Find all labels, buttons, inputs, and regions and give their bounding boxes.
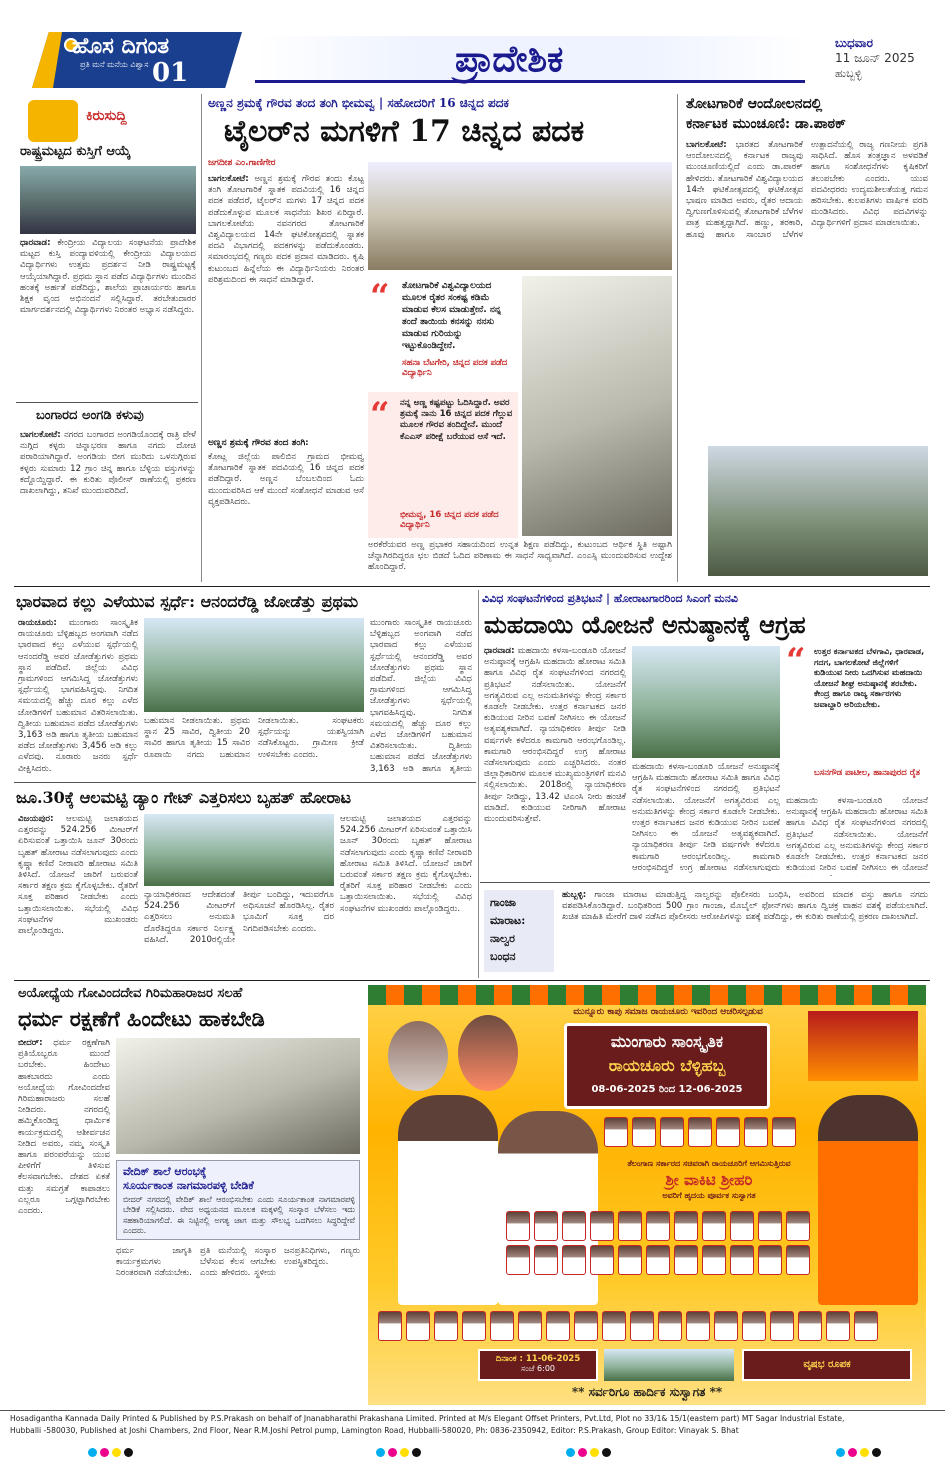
ad-face [744, 1117, 768, 1147]
ad-face [786, 1211, 810, 1241]
ad-faces-grid [506, 1211, 816, 1275]
bhimavva-family-photo [522, 276, 672, 536]
newspaper-name: ಹೊಸ ದಿಗಂತ [72, 33, 170, 59]
ganja-label-3[interactable]: ನಾಲ್ವರ [490, 932, 515, 945]
kirusuddi-headline[interactable]: ರಾಷ್ಟ್ರಮಟ್ಟದ ಕುಸ್ತಿಗೆ ಆಯ್ಕೆ [20, 144, 131, 159]
ad-garland [368, 985, 926, 1005]
column-divider [201, 94, 202, 582]
ad-face [546, 1311, 570, 1341]
ad-face [590, 1211, 614, 1241]
almatti-story [16, 786, 474, 976]
divider [16, 402, 198, 403]
ad-face [758, 1245, 782, 1275]
wrestling-team-photo [20, 166, 196, 234]
ad-face [798, 1311, 822, 1341]
tailor-dateline: ಬಾಗಲಕೋಟೆ: [208, 174, 249, 184]
almatti-body-3: ಆಲಮಟ್ಟಿ ಜಲಾಶಯದ ಎತ್ತರವನ್ನು 524.256 ಮೀಟರ್‌ಗೆ ಏರಿಸುವಂತೆ ಒತ್ತಾಯಿಸಿ ಜೂನ್ 30ರಂದು ಬೃಹತ್ ಹೋರಾಟ ನಡೆಸಲಾಗುವುದು ಎಂದು ಕೃಷ್ಣಾ ಕಣಿವೆ ನೀರಾವರಿ ಹೋರಾಟ ಸಮಿತಿ ತಿಳಿಸಿದೆ. ಯೋಜನೆ ಜಾರಿಗೆ ಬರುವಂತೆ ಸರ್ಕಾರ ತಕ್ಷಣ ಕ್ರಮ ಕೈಗೊಳ್ಳಬೇಕು. ರೈತರಿಗೆ ಸೂಕ್ತ ಪರಿಹಾರ ನೀಡಬೇಕು ಎಂದು ಒತ್ತಾಯಿಸಲಾಯಿತು. ಸಭೆಯಲ್ಲಿ ವಿವಿಧ ಸಂಘಟನೆಗಳ ಮುಖಂಡರು ಪಾಲ್ಗೊಂಡಿದ್ದರು. [340, 814, 472, 914]
ad-face [434, 1311, 458, 1341]
kallu-headline[interactable]: ಭಾರವಾದ ಕಲ್ಲು ಎಳೆಯುವ ಸ್ಪರ್ಧೆ: ಆನಂದರೆಡ್ಡಿ ಜೋಡೆತ್ತು ಪ್ರಥಮ [16, 592, 359, 611]
kallu-story [16, 590, 474, 780]
almatti-meeting-photo [144, 814, 334, 886]
kallu-body-2: ಬಹುಮಾನ ನೀಡಲಾಯಿತು. ಪ್ರಥಮ ಸ್ಥಾನ 25 ಸಾವಿರ, ದ್ವಿತೀಯ 20 ಸಾವಿರ ಹಾಗೂ ತೃತೀಯ 15 ಸಾವಿರ ರೂಪಾಯಿ ನಗದು ಬಹುಮಾನ ನೀಡಲಾಯಿತು. ಸಂಘಟಕರು ಸ್ಪರ್ಧೆಯನ್ನು ಯಶಸ್ವಿಯಾಗಿ ನಡೆಸಿಕೊಟ್ಟರು. ಗ್ರಾಮೀಣ ಕ್ರೀಡೆ ಉಳಿಸಬೇಕು ಎಂದರು. [144, 716, 364, 760]
ad-face [632, 1117, 656, 1147]
ad-face [618, 1245, 642, 1275]
tailor-body-2: ಕೋಟ್ಲ ಜಿಲ್ಲೆಯ ಪಾಲಿಬಿನ ಗ್ರಾಮದ ಭೀಮವ್ವ ತೋಟಗಾರಿಕೆ ಸ್ನಾತಕ ಪದವಿಯಲ್ಲಿ 16 ಚಿನ್ನದ ಪದಕ ಪಡೆದಿದ್ದಾರೆ. ಅಣ್ಣನ ಬೆಂಬಲದಿಂದ ಓದು ಮುಂದುವರಿಸಿದ ಆಕೆ ಮುಂದೆ ಸಂಶೋಧನೆ ಮಾಡುವ ಆಸೆ ವ್ಯಕ್ತಪಡಿಸಿದರು. [208, 452, 364, 507]
ad-rupaka-box: ವೃಷಭ ರೂಪಕ [742, 1349, 912, 1381]
column-divider [478, 590, 479, 978]
mahadayi-protest-photo [632, 646, 780, 758]
ad-portrait-left [388, 1021, 448, 1091]
ad-title-2: ರಾಯಚೂರು ಬೆಳ್ಳಿಹಬ್ಬ [608, 1056, 726, 1075]
vedic-box-title-1: ವೇದಿಕ್ ಶಾಲೆ ಆರಂಭಕ್ಕೆ [123, 1165, 207, 1178]
almatti-body-2: ನ್ಯಾಯಾಧಿಕರಣದ ಆದೇಶದಂತೆ 524.256 ಮೀಟರ್‌ಗೆ ಎತ್ತರಿಸಲು ಅನುಮತಿ ದೊರೆತಿದ್ದರೂ ಸರ್ಕಾರ ನಿರ್ಲಕ್ಷ್ಯ ವಹಿಸಿದೆ. 2010ರಲ್ಲಿಯೇ ತೀರ್ಪು ಬಂದಿದ್ದು, ಇದುವರೆಗೂ ಅಧಿಸೂಚನೆ ಹೊರಡಿಸಿಲ್ಲ. ರೈತರ ಭೂಮಿಗೆ ಸೂಕ್ತ ದರ ನಿಗದಿಪಡಿಸಬೇಕು ಎಂದರು. [144, 890, 334, 945]
convocation-photo [708, 446, 928, 576]
cyan-dot [836, 1448, 845, 1457]
masthead [0, 0, 945, 92]
thotagarike-headline-2[interactable]: ಕರ್ನಾಟಕ ಮುಂಚೂಣಿ: ಡಾ.ಪಾಠಕ್ [686, 116, 846, 132]
ad-program-time: ಸಂಜೆ 6:00 [521, 1364, 555, 1373]
ad-face [562, 1211, 586, 1241]
ganja-text: ಗಾಂಜಾ ಮಾರಾಟ ಮಾಡುತ್ತಿದ್ದ ನಾಲ್ವರನ್ನು ಪೊಲೀಸರು ಬಂಧಿಸಿ, ಅವರಿಂದ ಮಾದಕ ವಸ್ತು ಹಾಗೂ ನಗದು ವಶಪಡಿಸಿಕೊಂಡಿದ್ದಾರೆ. ಬಂಧಿತರಿಂದ 500 ಗ್ರಾಂ ಗಾಂಜಾ, ಮೊಬೈಲ್ ಫೋನ್‌ಗಳು ಹಾಗೂ ದ್ವಿಚಕ್ರ ವಾಹನ ವಶಕ್ಕೆ ಪಡೆಯಲಾಗಿದೆ. ಖಚಿತ ಮಾಹಿತಿ ಮೇರೆಗೆ ದಾಳಿ ನಡೆಸಿದ ಪೊಲೀಸರು ಆರೋಪಿಗಳನ್ನು ವಶಕ್ಕೆ ಪಡೆದಿದ್ದು, ಈ ಕುರಿತು ಠಾಣೆಯಲ್ಲಿ ಪ್ರಕರಣ ದಾಖಲಾಗಿದೆ. [562, 890, 928, 923]
yellow-dot [590, 1448, 599, 1457]
kallu-body [18, 618, 138, 778]
cyan-dot [88, 1448, 97, 1457]
ad-face [590, 1245, 614, 1275]
cyan-dot [376, 1448, 385, 1457]
vedic-box-body: ಬೀದರ್ ನಗರದಲ್ಲಿ ವೇದಿಕ್ ಶಾಲೆ ಆರಂಭಿಸಬೇಕು ಎಂದು ಸೂರ್ಯಕಾಂತ ನಾಗಮಾರಪಳ್ಳಿ ಬೇಡಿಕೆ ಸಲ್ಲಿಸಿದರು. ವೇದ ಅಧ್ಯಯನದ ಮೂಲಕ ಮಕ್ಕಳಲ್ಲಿ ಸಂಸ್ಕಾರ ಬೆಳೆಸಲು ಇದು ಸಹಕಾರಿಯಾಗಲಿದೆ. ಈ ನಿಟ್ಟಿನಲ್ಲಿ ಅಗತ್ಯ ಜಾಗ ಮತ್ತು ಸೌಲಭ್ಯ ಒದಗಿಸಲು ಸಿದ್ಧರಿದ್ದೇವೆ ಎಂದರು. [123, 1195, 355, 1236]
almatti-text: ಆಲಮಟ್ಟಿ ಜಲಾಶಯದ ಎತ್ತರವನ್ನು 524.256 ಮೀಟರ್‌ಗೆ ಏರಿಸುವಂತೆ ಒತ್ತಾಯಿಸಿ ಜೂನ್ 30ರಂದು ಬೃಹತ್ ಹೋರಾಟ ನಡೆಸಲಾಗುವುದು ಎಂದು ಕೃಷ್ಣಾ ಕಣಿವೆ ನೀರಾವರಿ ಹೋರಾಟ ಸಮಿತಿ ತಿಳಿಸಿದೆ. ಯೋಜನೆ ಜಾರಿಗೆ ಬರುವಂತೆ ಸರ್ಕಾರ ತಕ್ಷಣ ಕ್ರಮ ಕೈಗೊಳ್ಳಬೇಕು. ರೈತರಿಗೆ ಸೂಕ್ತ ಪರಿಹಾರ ನೀಡಬೇಕು ಎಂದು ಒತ್ತಾಯಿಸಲಾಯಿತು. ಸಭೆಯಲ್ಲಿ ವಿವಿಧ ಸಂಘಟನೆಗಳ ಮುಖಂಡರು ಪಾಲ್ಗೊಂಡಿದ್ದರು. [18, 814, 138, 937]
thotagarike-body [686, 140, 928, 440]
ad-face [702, 1211, 726, 1241]
ad-portrait-swamiji [458, 1015, 518, 1091]
ganja-story [482, 886, 930, 978]
magenta-dot [848, 1448, 857, 1457]
ad-face [854, 1311, 878, 1341]
mahadayi-quote-attribution: ಬಸನಗೌಡ ಪಾಟೀಲ, ಹಾನಾಪುರದ ರೈತ [814, 768, 920, 778]
ad-face [378, 1311, 402, 1341]
kirusuddi-text: ಕೇಂದ್ರೀಯ ವಿದ್ಯಾಲಯ ಸಂಘಟನೆಯ ಪ್ರಾದೇಶಿಕ ಮಟ್ಟದ ಕುಸ್ತಿ ಪಂದ್ಯಾವಳಿಯಲ್ಲಿ ಕೇಂದ್ರೀಯ ವಿದ್ಯಾಲಯದ ವಿದ್ಯಾರ್ಥಿಗಳು ಉತ್ತಮ ಪ್ರದರ್ಶನ ನೀಡಿ ರಾಷ್ಟ್ರಮಟ್ಟಕ್ಕೆ ಆಯ್ಕೆಯಾಗಿದ್ದಾರೆ. ಪ್ರಥಮ ಸ್ಥಾನ ಪಡೆದ ವಿದ್ಯಾರ್ಥಿಗಳು ಮುಂದಿನ ಹಂತಕ್ಕೆ ಅರ್ಹತೆ ಪಡೆದಿದ್ದು, ಶಾಲೆಯ ಪ್ರಾಚಾರ್ಯರು ಹಾಗೂ ಶಿಕ್ಷಕ ವೃಂದ ಅಭಿನಂದನೆ ಸಲ್ಲಿಸಿದ್ದಾರೆ. ತರಬೇತುದಾರರ ಮಾರ್ಗದರ್ಶನದಲ್ಲಿ ವಿದ್ಯಾರ್ಥಿಗಳು ನಿರಂತರ ಅಭ್ಯಾಸ ನಡೆಸಿದ್ದರು. [20, 238, 196, 316]
black-dot [602, 1448, 611, 1457]
quote-mark-icon: “ [370, 277, 390, 317]
mahadayi-headline[interactable]: ಮಹದಾಯಿ ಯೋಜನೆ ಅನುಷ್ಠಾನಕ್ಕೆ ಆಗ್ರಹ [484, 610, 806, 639]
magenta-dot [388, 1448, 397, 1457]
ad-face [534, 1245, 558, 1275]
black-dot [872, 1448, 881, 1457]
dharma-headline[interactable]: ಧರ್ಮ ರಕ್ಷಣೆಗೆ ಹಿಂದೇಟು ಹಾಕಬೇಡಿ [18, 1006, 265, 1031]
ganja-label-1[interactable]: ಗಾಂಜಾ [490, 896, 516, 909]
kirusuddi-body [20, 238, 196, 366]
thotagarike-story [682, 96, 930, 582]
mahadayi-text: ಮಹದಾಯಿ ಕಳಸಾ-ಬಂಡೂರಿ ಯೋಜನೆ ಅನುಷ್ಠಾನಕ್ಕೆ ಆಗ್ರಹಿಸಿ ಮಹದಾಯಿ ಹೋರಾಟ ಸಮಿತಿ ಹಾಗೂ ವಿವಿಧ ರೈತ ಸಂಘಟನೆಗಳಿಂದ ನಗರದಲ್ಲಿ ಪ್ರತಿಭಟನೆ ನಡೆಸಲಾಯಿತು. ಯೋಜನೆಗೆ ಅಗತ್ಯವಿರುವ ಎಲ್ಲ ಅನುಮತಿಗಳನ್ನು ಕೇಂದ್ರ ಸರ್ಕಾರ ಕೂಡಲೇ ನೀಡಬೇಕು. ಉತ್ತರ ಕರ್ನಾಟಕದ ಜನರ ಕುಡಿಯುವ ನೀರಿನ ಬವಣೆ ನೀಗಿಸಲು ಈ ಯೋಜನೆ ಅತ್ಯವಶ್ಯಕವಾಗಿದೆ. ನ್ಯಾಯಾಧಿಕರಣ ತೀರ್ಪು ನೀಡಿ ವರ್ಷಗಳೇ ಕಳೆದರೂ ಕಾಮಗಾರಿ ಆರಂಭಗೊಂಡಿಲ್ಲ. ಕಾಮಗಾರಿ ಆರಂಭಿಸದಿದ್ದರೆ ಉಗ್ರ ಹೋರಾಟ ನಡೆಸಲಾಗುವುದು ಎಂದು ಎಚ್ಚರಿಸಿದರು. ನಂತರ ಜಿಲ್ಲಾಧಿಕಾರಿಗಳ ಮೂಲಕ ಮುಖ್ಯಮಂತ್ರಿಗಳಿಗೆ ಮನವಿ ಸಲ್ಲಿಸಲಾಯಿತು. 2018ರಲ್ಲಿ ನ್ಯಾಯಾಧಿಕರಣ ತೀರ್ಪು ನೀಡಿದ್ದು, 13.42 ಟಿಎಂಸಿ ನೀರು ಹಂಚಿಕೆ ಮಾಡಿದೆ. ಕುಡಿಯುವ ನೀರಿಗಾಗಿ ಹೋರಾಟ ಮುಂದುವರಿಸುತ್ತೇವೆ. [484, 646, 626, 825]
almatti-dateline: ವಿಜಯಪುರ: [18, 814, 54, 824]
kirusuddi-dateline: ಧಾರವಾಡ: [20, 238, 51, 248]
ad-face [686, 1311, 710, 1341]
tailor-text-1: ಅಣ್ಣನ ಶ್ರಮಕ್ಕೆ ಗೌರವ ತಂದು ಕೊಟ್ಟ ತಂಗಿ ತೋಟಗಾರಿಕೆ ಸ್ನಾತಕ ಪದವಿಯಲ್ಲಿ 16 ಚಿನ್ನದ ಪದಕ ಪಡೆದರೆ, ಟೈಲರ್‌ನ ಮಗಳು 17 ಚಿನ್ನದ ಪದಕ ಪಡೆದುಕೊಳ್ಳುವ ಮೂಲಕ ಸಾಧನೆಯ ಶಿಖರ ಏರಿದ್ದಾರೆ. ಬಾಗಲಕೋಟೆಯ ನವನಗರದ ತೋಟಗಾರಿಕೆ ವಿಶ್ವವಿದ್ಯಾಲಯದ 14ನೇ ಘಟಿಕೋತ್ಸವದಲ್ಲಿ ಸ್ನಾತಕ ಪದವಿ ವಿಭಾಗದಲ್ಲಿ ಪದಕಗಳನ್ನು ಪಡೆದುಕೊಂಡರು. ಸಮಾರಂಭದಲ್ಲಿ ಗಣ್ಯರು ಪದಕ ಪ್ರದಾನ ಮಾಡಿದರು. ಕೃಷಿ ಕುಟುಂಬದ ಹಿನ್ನೆಲೆಯ ಈ ವಿದ್ಯಾರ್ಥಿನಿಯರು ನಿರಂತರ ಪರಿಶ್ರಮದಿಂದ ಈ ಸಾಧನೆ ಮಾಡಿದ್ದಾರೆ. [208, 174, 364, 285]
bangara-body [20, 430, 196, 580]
ad-face [574, 1311, 598, 1341]
ad-face [714, 1311, 738, 1341]
cyan-dot [566, 1448, 575, 1457]
festival-advertisement[interactable] [368, 985, 926, 1405]
ganja-label-4[interactable]: ಬಂಧನ [490, 950, 516, 963]
ad-face [702, 1245, 726, 1275]
ad-face [770, 1311, 794, 1341]
ad-face [772, 1117, 796, 1147]
ad-deity-image [808, 1011, 918, 1081]
ad-face [660, 1117, 684, 1147]
bangara-text: ನಗರದ ಬಂಗಾರದ ಅಂಗಡಿಯೊಂದಕ್ಕೆ ರಾತ್ರಿ ವೇಳೆ ನುಗ್ಗಿದ ಕಳ್ಳರು ಚಿನ್ನಾಭರಣ ಹಾಗೂ ನಗದು ದೋಚಿ ಪರಾರಿಯಾಗಿದ್ದಾರೆ. ಅಂಗಡಿಯ ಬೀಗ ಮುರಿದು ಒಳನುಗ್ಗಿರುವ ಕಳ್ಳರು ಸುಮಾರು 12 ಗ್ರಾಂ ಚಿನ್ನ ಹಾಗೂ ಬೆಳ್ಳಿಯ ವಸ್ತುಗಳನ್ನು ಕದ್ದೊಯ್ದಿದ್ದಾರೆ. ಈ ಕುರಿತು ಪೊಲೀಸ್ ಠಾಣೆಯಲ್ಲಿ ಪ್ರಕರಣ ದಾಖಲಾಗಿದ್ದು, ತನಿಖೆ ಮುಂದುವರಿದಿದೆ. [20, 430, 196, 497]
dharma-body-2: ಧರ್ಮ ಜಾಗೃತಿ ಕಾರ್ಯಕ್ರಮಗಳು ನಿರಂತರವಾಗಿ ನಡೆಯಬೇಕು. ಪ್ರತಿ ಮನೆಯಲ್ಲಿ ಸಂಸ್ಕಾರ ಬೆಳೆಸುವ ಕೆಲಸ ಆಗಬೇಕು ಎಂದು ಹೇಳಿದರು. ಸ್ಥಳೀಯ ಜನಪ್ರತಿನಿಧಿಗಳು, ಗಣ್ಯರು ಉಪಸ್ಥಿತರಿದ್ದರು. [116, 1246, 360, 1279]
dharma-story [16, 984, 360, 1404]
vedic-school-box [116, 1160, 360, 1240]
ganja-body [562, 890, 928, 974]
dharma-body [18, 1038, 110, 1402]
column-divider [677, 94, 678, 582]
ad-event-photo [604, 1349, 734, 1381]
ad-faces-bottom [378, 1311, 918, 1341]
thotagarike-dateline: ಬಾಗಲಕೋಟೆ: [686, 140, 727, 150]
ad-welcome-1: ತೆಲಂಗಾಣ ಸರ್ಕಾರದ ಸಚಿವರಾಗಿ ರಾಯಚೂರಿಗೆ ಆಗಮಿಸುತ್ತಿರುವ [627, 1159, 791, 1168]
kallu-dateline: ರಾಯಚೂರು: [18, 618, 57, 628]
section-divider [14, 586, 930, 587]
bangara-dateline: ಬಾಗಲಕೋಟೆ: [20, 430, 61, 440]
yellow-dot [112, 1448, 121, 1457]
ad-face [742, 1311, 766, 1341]
mahadayi-story [482, 590, 930, 880]
black-dot [412, 1448, 421, 1457]
page-number: 01 [152, 58, 189, 88]
quote-mark-icon: “ [786, 641, 806, 681]
ad-face [786, 1245, 810, 1275]
almatti-body [18, 814, 138, 974]
ad-face [730, 1211, 754, 1241]
dharma-text: ಧರ್ಮ ರಕ್ಷಣೆಗಾಗಿ ಪ್ರತಿಯೊಬ್ಬರೂ ಮುಂದೆ ಬರಬೇಕು. ಹಿಂದೇಟು ಹಾಕಬಾರದು ಎಂದು ಅಯೋಧ್ಯೆಯ ಗೋವಿಂದದೇವ ಗಿರಿಮಹಾರಾಜರು ಸಲಹೆ ನೀಡಿದರು. ನಗರದಲ್ಲಿ ಹಮ್ಮಿಕೊಂಡಿದ್ದ ಧಾರ್ಮಿಕ ಕಾರ್ಯಕ್ರಮದಲ್ಲಿ ಆಶೀರ್ವಚನ ನೀಡಿದ ಅವರು, ನಮ್ಮ ಸಂಸ್ಕೃತಿ ಹಾಗೂ ಪರಂಪರೆಯನ್ನು ಯುವ ಪೀಳಿಗೆಗೆ ತಿಳಿಸುವ ಕೆಲಸವಾಗಬೇಕು. ದೇಶದ ಏಕತೆ ಮತ್ತು ಸಮಗ್ರತೆ ಕಾಪಾಡಲು ಎಲ್ಲರೂ ಒಗ್ಗಟ್ಟಾಗಿರಬೇಕು ಎಂದರು. [18, 1038, 110, 1217]
ad-top-line: ಮುನ್ನೂರು ಕಾಪು ಸಮಾಜ ರಾಯಚೂರು ಇವರಿಂದ ಆಚರಿಸಲ್ಪಡುವ [573, 1007, 763, 1017]
kirusuddi-column [16, 96, 198, 581]
ad-face [716, 1117, 740, 1147]
quote-bhimavva-attribution: ಭೀಮವ್ವ, 16 ಚಿನ್ನದ ಪದಕ ಪಡೆದ ವಿದ್ಯಾರ್ಥಿನಿ [400, 510, 499, 530]
ad-title-1: ಮುಂಗಾರು ಸಾಂಸ್ಕೃತಿಕ [610, 1032, 724, 1051]
bangara-headline[interactable]: ಬಂಗಾರದ ಅಂಗಡಿ ಕಳುವು [36, 408, 144, 423]
ad-program-date: ದಿನಾಂಕ : 11-06-2025 [495, 1354, 581, 1364]
dharma-kicker: ಅಯೋಧ್ಯೆಯ ಗೋವಿಂದದೇವ ಗಿರಿಮಹಾರಾಜರ ಸಲಹೆ [18, 986, 243, 1001]
tailor-body-3: ಅರಕೆರೆಯವರ ಅಣ್ಣ ಪ್ರಭಾಕರ ಸಹಾಯದಿಂದ ಉನ್ನತ ಶಿಕ್ಷಣ ಪಡೆದಿದ್ದು, ಕುಟುಂಬದ ಆರ್ಥಿಕ ಸ್ಥಿತಿ ಅಷ್ಟಾಗಿ ಚೆನ್ನಾಗಿರದಿದ್ದರೂ ಛಲ ಬಿಡದೆ ಓದಿದ ಪರಿಣಾಮ ಈ ಸಾಧನೆ ಸಾಧ್ಯವಾಗಿದೆ. ಎಂಎಸ್ಸಿ ಮುಂದುವರಿಸುವ ಉದ್ದೇಶ ಹೊಂದಿದ್ದಾರೆ. [368, 540, 672, 573]
section-divider [14, 980, 930, 981]
black-dot [124, 1448, 133, 1457]
bullock-race-photo [144, 618, 364, 712]
ad-face [618, 1211, 642, 1241]
mahadayi-kicker: ವಿವಿಧ ಸಂಘಟನೆಗಳಿಂದ ಪ್ರತಿಭಟನೆ | ಹೋರಾಟಗಾರರಿಂದ ಸಿಎಂಗೆ ಮನವಿ [482, 592, 738, 605]
mahadayi-quote: ಉತ್ತರ ಕರ್ನಾಟಕದ ಬೆಳಗಾವಿ, ಧಾರವಾಡ, ಗದಗ, ಬಾಗಲಕೋಟೆ ಜಿಲ್ಲೆಗಳಿಗೆ ಕುಡಿಯುವ ನೀರು ಒದಗಿಸುವ ಮಹದಾಯಿ ಯೋಜನೆ ಶೀಘ್ರ ಅನುಷ್ಠಾನಕ್ಕೆ ತರಬೇಕು. ಕೇಂದ್ರ ಹಾಗೂ ರಾಜ್ಯ ಸರ್ಕಾರಗಳು ಜವಾಬ್ದಾರಿ ಅರಿಯಬೇಕು. [814, 646, 925, 709]
tailor-subhead: ಅಣ್ಣನ ಶ್ರಮಕ್ಕೆ ಗೌರವ ತಂದ ತಂಗಿ: [208, 438, 309, 448]
mahadayi-body-3: ಮಹದಾಯಿ ಕಳಸಾ-ಬಂಡೂರಿ ಯೋಜನೆ ಅನುಷ್ಠಾನಕ್ಕೆ ಆಗ್ರಹಿಸಿ ಮಹದಾಯಿ ಹೋರಾಟ ಸಮಿತಿ ಹಾಗೂ ವಿವಿಧ ರೈತ ಸಂಘಟನೆಗಳಿಂದ ನಗರದಲ್ಲಿ ಪ್ರತಿಭಟನೆ ನಡೆಸಲಾಯಿತು. ಯೋಜನೆಗೆ ಅಗತ್ಯವಿರುವ ಎಲ್ಲ ಅನುಮತಿಗಳನ್ನು ಕೇಂದ್ರ ಸರ್ಕಾರ ಕೂಡಲೇ ನೀಡಬೇಕು. ಉತ್ತರ ಕರ್ನಾಟಕದ ಜನರ ಕುಡಿಯುವ ನೀರಿನ ಬವಣೆ ನೀಗಿಸಲು ಈ ಯೋಜನೆ [786, 796, 928, 874]
ad-face [462, 1311, 486, 1341]
yellow-dot [400, 1448, 409, 1457]
magenta-dot [100, 1448, 109, 1457]
ad-face [490, 1311, 514, 1341]
ad-face [518, 1311, 542, 1341]
ad-leader-left [398, 1095, 498, 1305]
tailor-byline: ಜಗದೀಶ ಎಂ.ಗಾಣಿಗೇರ [208, 158, 276, 168]
quote-mark-icon: “ [370, 395, 390, 435]
kallu-body-3: ಮುಂಗಾರು ಸಾಂಸ್ಕೃತಿಕ ರಾಯಚೂರು ಬೆಳ್ಳಿಹಬ್ಬದ ಅಂಗವಾಗಿ ನಡೆದ ಭಾರವಾದ ಕಲ್ಲು ಎಳೆಯುವ ಸ್ಪರ್ಧೆಯಲ್ಲಿ ಆನಂದರೆಡ್ಡಿ ಅವರ ಜೋಡೆತ್ತುಗಳು ಪ್ರಥಮ ಸ್ಥಾನ ಪಡೆದಿವೆ. ಜಿಲ್ಲೆಯ ವಿವಿಧ ಗ್ರಾಮಗಳಿಂದ ಆಗಮಿಸಿದ್ದ ಜೋಡೆತ್ತುಗಳು ಸ್ಪರ್ಧೆಯಲ್ಲಿ ಭಾಗವಹಿಸಿದ್ದವು. ನಿಗದಿತ ಸಮಯದಲ್ಲಿ ಹೆಚ್ಚು ದೂರ ಕಲ್ಲು ಎಳೆದ ಜೋಡಿಗಳಿಗೆ ಬಹುಮಾನ ವಿತರಿಸಲಾಯಿತು. ದ್ವಿತೀಯ ಬಹುಮಾನ ಪಡೆದ ಜೋಡೆತ್ತುಗಳು 3,163 ಅಡಿ ಹಾಗೂ ತೃತೀಯ [370, 618, 472, 774]
issue-city: ಹುಬ್ಬಳ್ಳಿ [835, 67, 862, 80]
thumbs-up-icon [28, 100, 78, 142]
ad-faces-top [604, 1117, 814, 1147]
quote-sahana: ತೋಟಗಾರಿಕೆ ವಿಶ್ವವಿದ್ಯಾಲಯದ ಮೂಲಕ ರೈತರ ಸಂಕಷ್ಟ ಕಡಿಮೆ ಮಾಡುವ ಕೆಲಸ ಮಾಡುತ್ತೇನೆ. ನನ್ನ ತಂದೆ ತಾಯಿಯ ಕನಸನ್ನು ನನಸು ಮಾಡುವ ಗುರಿಯನ್ನು ಇಟ್ಟುಕೊಂಡಿದ್ದೇನೆ. [402, 281, 502, 351]
magenta-dot [578, 1448, 587, 1457]
ganja-label-2[interactable]: ಮಾರಾಟ: [490, 914, 526, 927]
thotagarike-text: ಭಾರತದ ತೋಟಗಾರಿಕೆ ಆಂದೋಲನದಲ್ಲಿ ಕರ್ನಾಟಕ ರಾಜ್ಯವು ಮುಂಚೂಣಿಯಲ್ಲಿದೆ ಎಂದು ಡಾ.ಪಾಠಕ್ ಹೇಳಿದರು. ತೋಟಗಾರಿಕೆ ವಿಶ್ವವಿದ್ಯಾಲಯದ 14ನೇ ಘಟಿಕೋತ್ಸವದಲ್ಲಿ ಘಟಿಕೋತ್ಸವ ಭಾಷಣ ಮಾಡಿದ ಅವರು, ರೈತರ ಆದಾಯ ದ್ವಿಗುಣಗೊಳಿಸುವಲ್ಲಿ ತೋಟಗಾರಿಕೆ ಬೆಳೆಗಳ ಪಾತ್ರ ಮಹತ್ವದ್ದಾಗಿದೆ. ಹಣ್ಣು, ತರಕಾರಿ, ಹೂವು ಹಾಗೂ ಸಾಂಬಾರ ಬೆಳೆಗಳ ಉತ್ಪಾದನೆಯಲ್ಲಿ ರಾಜ್ಯ ಗಣನೀಯ ಪ್ರಗತಿ ಸಾಧಿಸಿದೆ. ಹೊಸ ತಂತ್ರಜ್ಞಾನ ಅಳವಡಿಕೆ ಹಾಗೂ ಸಂಶೋಧನೆಗಳು ಕೃಷಿಕರಿಗೆ ತಲುಪಬೇಕು ಎಂದರು. ಯುವ ಪದವೀಧರರು ಉದ್ಯಮಶೀಲತೆಯತ್ತ ಗಮನ ಹರಿಸಬೇಕು. ಕುಲಪತಿಗಳು ವಾರ್ಷಿಕ ವರದಿ ಮಂಡಿಸಿದರು. ವಿವಿಧ ಪದವಿಗಳನ್ನು ವಿದ್ಯಾರ್ಥಿಗಳಿಗೆ ಪ್ರದಾನ ಮಾಡಲಾಯಿತು. [686, 140, 928, 240]
divider [0, 1410, 945, 1411]
yellow-dot [860, 1448, 869, 1457]
ad-welcome-name: ಶ್ರೀ ವಾಕಿಟಿ ಶ್ರೀಹರಿ [665, 1171, 753, 1189]
imprint-line-2: Hubballi -580030, Published at Joshi Chambers, 2nd Floor, Near R.M.Joshi Petrol pump, Lamington Road, Hubballi-580020, Ph: 0836-2350942, Editor: P.S.Prakash, Group Editor: Vinayak S. Bhat [10, 1426, 739, 1435]
mahadayi-body [484, 646, 626, 876]
ganja-dateline: ಹುಬ್ಬಳ್ಳಿ: [562, 890, 587, 900]
ad-face [646, 1211, 670, 1241]
imprint-line-1: Hosadigantha Kannada Daily Printed & Published by P.S.Prakash on behalf of Jnanabharathi Prakashana Limited. Printed at M/s Elegant Offset Printers, Pvt.Ltd, Plot no 33/1& 15/1(eastern part) MT Sagar Industrial Estate, [10, 1414, 845, 1423]
section-title: ಪ್ರಾದೇಶಿಕ [455, 38, 564, 80]
kallu-text: ಮುಂಗಾರು ಸಾಂಸ್ಕೃತಿಕ ರಾಯಚೂರು ಬೆಳ್ಳಿಹಬ್ಬದ ಅಂಗವಾಗಿ ನಡೆದ ಭಾರವಾದ ಕಲ್ಲು ಎಳೆಯುವ ಸ್ಪರ್ಧೆಯಲ್ಲಿ ಆನಂದರೆಡ್ಡಿ ಅವರ ಜೋಡೆತ್ತುಗಳು ಪ್ರಥಮ ಸ್ಥಾನ ಪಡೆದಿವೆ. ಜಿಲ್ಲೆಯ ವಿವಿಧ ಗ್ರಾಮಗಳಿಂದ ಆಗಮಿಸಿದ್ದ ಜೋಡೆತ್ತುಗಳು ಸ್ಪರ್ಧೆಯಲ್ಲಿ ಭಾಗವಹಿಸಿದ್ದವು. ನಿಗದಿತ ಸಮಯದಲ್ಲಿ ಹೆಚ್ಚು ದೂರ ಕಲ್ಲು ಎಳೆದ ಜೋಡಿಗಳಿಗೆ ಬಹುಮಾನ ವಿತರಿಸಲಾಯಿತು. ದ್ವಿತೀಯ ಬಹುಮಾನ ಪಡೆದ ಜೋಡೆತ್ತುಗಳು 3,163 ಅಡಿ ಹಾಗೂ ತೃತೀಯ ಬಹುಮಾನ ಪಡೆದ ಜೋಡೆತ್ತುಗಳು 3,456 ಅಡಿ ಕಲ್ಲು ಎಳೆದವು. ನೂರಾರು ಜನರು ಸ್ಪರ್ಧೆ ವೀಕ್ಷಿಸಿದರು. [18, 618, 138, 774]
issue-date: 11 ಜೂನ್ 2025 [835, 51, 915, 65]
ad-face [630, 1311, 654, 1341]
ad-face [826, 1311, 850, 1341]
vedic-box-title-2: ಸೂರ್ಯಕಾಂತ ನಾಗಮಾರಪಳ್ಳಿ ಬೇಡಿಕೆ [123, 1179, 254, 1192]
ad-face [674, 1245, 698, 1275]
ad-face [688, 1117, 712, 1147]
ad-leader-center [498, 1111, 598, 1305]
ad-face [730, 1245, 754, 1275]
ad-dates: 08-06-2025 ರಿಂದ 12-06-2025 [591, 1084, 743, 1095]
ad-footer-text: ** ಸರ್ವರಿಗೂ ಹಾರ್ದಿಕ ಸುಸ್ವಾಗತ ** [571, 1385, 723, 1399]
ad-leader-right [818, 1095, 918, 1305]
ad-face [674, 1211, 698, 1241]
ad-face [506, 1211, 530, 1241]
ad-face [506, 1245, 530, 1275]
quote-sahana-attribution: ಸಹನಾ ಬೆಟಗೇರಿ, ಚಿನ್ನದ ಪದಕ ಪಡೆದ ವಿದ್ಯಾರ್ಥಿನಿ [402, 358, 508, 378]
tailor-kicker: ಅಣ್ಣನ ಶ್ರಮಕ್ಕೆ ಗೌರವ ತಂದ ತಂಗಿ ಭೀಮವ್ವ | ಸಹೋದರಿಗೆ 16 ಚಿನ್ನದ ಪದಕ [208, 96, 509, 110]
ad-face [602, 1311, 626, 1341]
quote-bhimavva: ನನ್ನ ಅಣ್ಣ ಕಷ್ಟಪಟ್ಟು ಓದಿಸಿದ್ದಾರೆ. ಅವರ ಶ್ರಮಕ್ಕೆ ನಾನು 16 ಚಿನ್ನದ ಪದಕ ಗೆಲ್ಲುವ ಮೂಲಕ ಗೌರವ ತಂದಿದ್ದೇನೆ. ಮುಂದೆ ಕೆಎಎಸ್ ಪರೀಕ್ಷೆ ಬರೆಯುವ ಆಸೆ ಇದೆ. [400, 398, 513, 442]
thotagarike-headline-1[interactable]: ತೋಟಗಾರಿಕೆ ಆಂದೋಲನದಲ್ಲಿ [686, 96, 823, 112]
medals-photo [368, 162, 672, 270]
newspaper-tagline: ಪ್ರತಿ ಮನೆ ಮನೆಯ ವಿಶ್ವಾಸ [80, 60, 149, 69]
tailor-body-1 [208, 174, 364, 434]
ad-face [406, 1311, 430, 1341]
ad-face [604, 1117, 628, 1147]
mahadayi-body-2: ಮಹದಾಯಿ ಕಳಸಾ-ಬಂಡೂರಿ ಯೋಜನೆ ಅನುಷ್ಠಾನಕ್ಕೆ ಆಗ್ರಹಿಸಿ ಮಹದಾಯಿ ಹೋರಾಟ ಸಮಿತಿ ಹಾಗೂ ವಿವಿಧ ರೈತ ಸಂಘಟನೆಗಳಿಂದ ನಗರದಲ್ಲಿ ಪ್ರತಿಭಟನೆ ನಡೆಸಲಾಯಿತು. ಯೋಜನೆಗೆ ಅಗತ್ಯವಿರುವ ಎಲ್ಲ ಅನುಮತಿಗಳನ್ನು ಕೇಂದ್ರ ಸರ್ಕಾರ ಕೂಡಲೇ ನೀಡಬೇಕು. ಉತ್ತರ ಕರ್ನಾಟಕದ ಜನರ ಕುಡಿಯುವ ನೀರಿನ ಬವಣೆ ನೀಗಿಸಲು ಈ ಯೋಜನೆ ಅತ್ಯವಶ್ಯಕವಾಗಿದೆ. ನ್ಯಾಯಾಧಿಕರಣ ತೀರ್ಪು ನೀಡಿ ವರ್ಷಗಳೇ ಕಳೆದರೂ ಕಾಮಗಾರಿ ಆರಂಭಗೊಂಡಿಲ್ಲ. ಕಾಮಗಾರಿ ಆರಂಭಿಸದಿದ್ದರೆ ಉಗ್ರ ಹೋರಾಟ ನಡೆಸಲಾಗುವುದು [632, 762, 780, 873]
divider [14, 782, 476, 783]
ad-title-box [564, 1023, 770, 1109]
ad-face [646, 1245, 670, 1275]
issue-day: ಬುಧವಾರ [835, 36, 873, 50]
registration-marks [0, 1448, 945, 1458]
mahadayi-dateline: ಧಾರವಾಡ: [484, 646, 515, 656]
tailor-story [206, 96, 674, 582]
dharma-dateline: ಬೀದರ್: [18, 1038, 43, 1048]
ad-welcome-3: ಅವರಿಗೆ ಹೃದಯ ಪೂರ್ವಕ ಸುಸ್ವಾಗತ [662, 1191, 756, 1200]
kirusuddi-label: ಕಿರುಸುದ್ದಿ [86, 108, 127, 124]
ad-face [658, 1311, 682, 1341]
ad-face [534, 1211, 558, 1241]
ad-face [758, 1211, 782, 1241]
tailor-headline[interactable]: ಟೈಲರ್‌ನ ಮಗಳಿಗೆ 17 ಚಿನ್ನದ ಪದಕ [224, 114, 585, 149]
imprint-footer [0, 1413, 945, 1449]
divider [480, 882, 930, 883]
swamiji-felicitation-photo [116, 1038, 360, 1154]
ad-face [562, 1245, 586, 1275]
almatti-headline[interactable]: ಜೂ.30ಕ್ಕೆ ಆಲಮಟ್ಟಿ ಡ್ಯಾಂ ಗೇಟ್ ಎತ್ತರಿಸಲು ಬೃಹತ್ ಹೋರಾಟ [16, 788, 352, 807]
issue-date-block [835, 36, 915, 81]
ad-program-box [478, 1349, 598, 1381]
